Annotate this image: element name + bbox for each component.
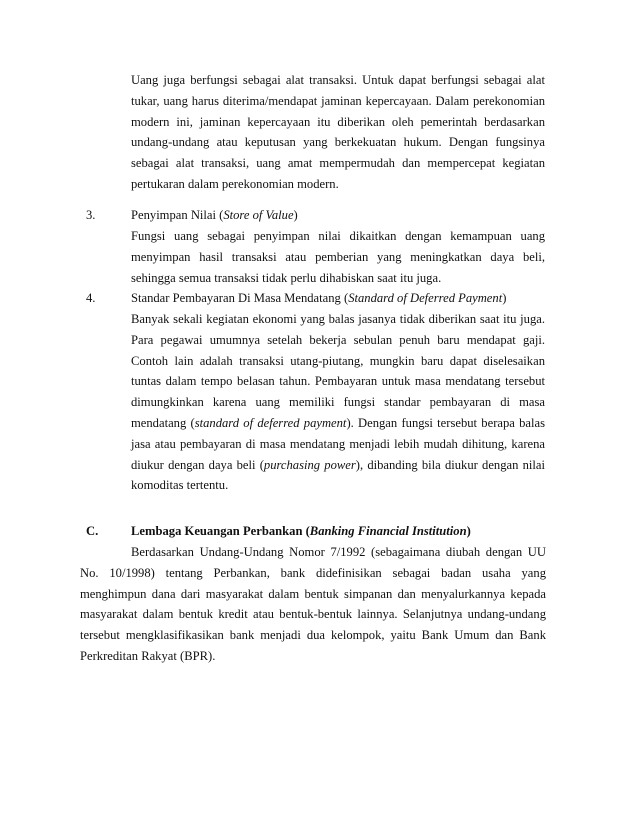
item-4-body-part1: Banyak sekali kegiatan ekonomi yang balas jasanya tidak diberikan saat itu juga. Para pegawai umumnya setelah bekerja sebulan penuh baru mendapat gaji. Contoh lain adalah transaksi utang-piutang, mungkin baru dapat diselesaikan tuntas dalam tempo belasan tahun. Pembayaran untuk masa mendatang tersebut dimungkinkan karena uang memiliki fungsi standar pembayaran di masa mendatang ( <box>131 312 545 430</box>
item-3-title-italic: Store of Value <box>223 208 294 222</box>
section-c-title-italic: Banking Financial Institution <box>309 524 467 538</box>
money-transaction-text: Uang juga berfungsi sebagai alat transaksi. Untuk dapat berfungsi sebagai alat tukar, uang harus diterima/mendapat jaminan kepercayaan. Dalam perekonomian modern ini, jaminan kepercayaan itu diberikan oleh pemerintah berdasarkan undang-undang atau keputusan yang berkekuatan hukum. Dengan fungsinya sebagai alat transaksi, uang amat mempermudah dan mempercepat kegiatan pertukaran dalam perekonomian modern. <box>131 73 545 191</box>
item-4-number: 4. <box>86 291 96 305</box>
section-c-title-prefix: Lembaga Keuangan Perbankan ( <box>131 524 310 538</box>
item-4-title-suffix: ) <box>502 291 507 305</box>
item-4-title-prefix: Standar Pembayaran Di Masa Mendatang ( <box>131 291 349 305</box>
item-3-body-text: Fungsi uang sebagai penyimpan nilai dikaitkan dengan kemampuan uang menyimpan hasil transaksi atau pemberian yang meningkatkan daya beli, sehingga semua transaksi tidak perlu dihabiskan saat itu juga. <box>131 229 545 285</box>
item-4-body-part3: ), dibanding bila diukur dengan nilai komoditas tertentu. <box>131 457 545 493</box>
item-3-title-suffix: ) <box>293 208 298 222</box>
item-4-body-part2: ). Dengan fungsi tersebut berapa balas jasa atau pembayaran di masa mendatang menjadi lebih mudah dihitung, karena diukur dengan daya beli ( <box>131 415 545 472</box>
money-transaction-paragraph <box>131 70 545 195</box>
item-3-number: 3. <box>86 208 96 222</box>
item-4-body-italic1: standard of deferred payment <box>194 415 347 430</box>
section-c-title-suffix: ) <box>466 524 471 538</box>
item-4-title-italic: Standard of Deferred Payment <box>348 291 503 305</box>
item-3-title <box>131 205 298 226</box>
section-c-title <box>131 521 471 542</box>
item-3-body <box>131 226 545 288</box>
item-4-body <box>131 309 545 496</box>
section-c-letter: C. <box>86 524 99 538</box>
item-4-body-italic2: purchasing power <box>263 457 356 472</box>
section-c-body <box>80 542 546 667</box>
item-4-title <box>131 288 506 309</box>
item-3-title-prefix: Penyimpan Nilai ( <box>131 208 224 222</box>
section-c-body-text: Berdasarkan Undang-Undang Nomor 7/1992 (sebagaimana diubah dengan UU No. 10/1998) tentang Perbankan, bank didefinisikan sebagai badan usaha yang menghimpun dana dari masyarakat dalam bentuk simpanan dan menyalurkannya kepada masyarakat dalam bentuk kredit atau bentuk-bentuk lainnya. Selanjutnya undang-undang tersebut mengklasifikasikan bank menjadi dua kelompok, yaitu Bank Umum dan Bank Perkreditan Rakyat (BPR). <box>80 545 546 663</box>
